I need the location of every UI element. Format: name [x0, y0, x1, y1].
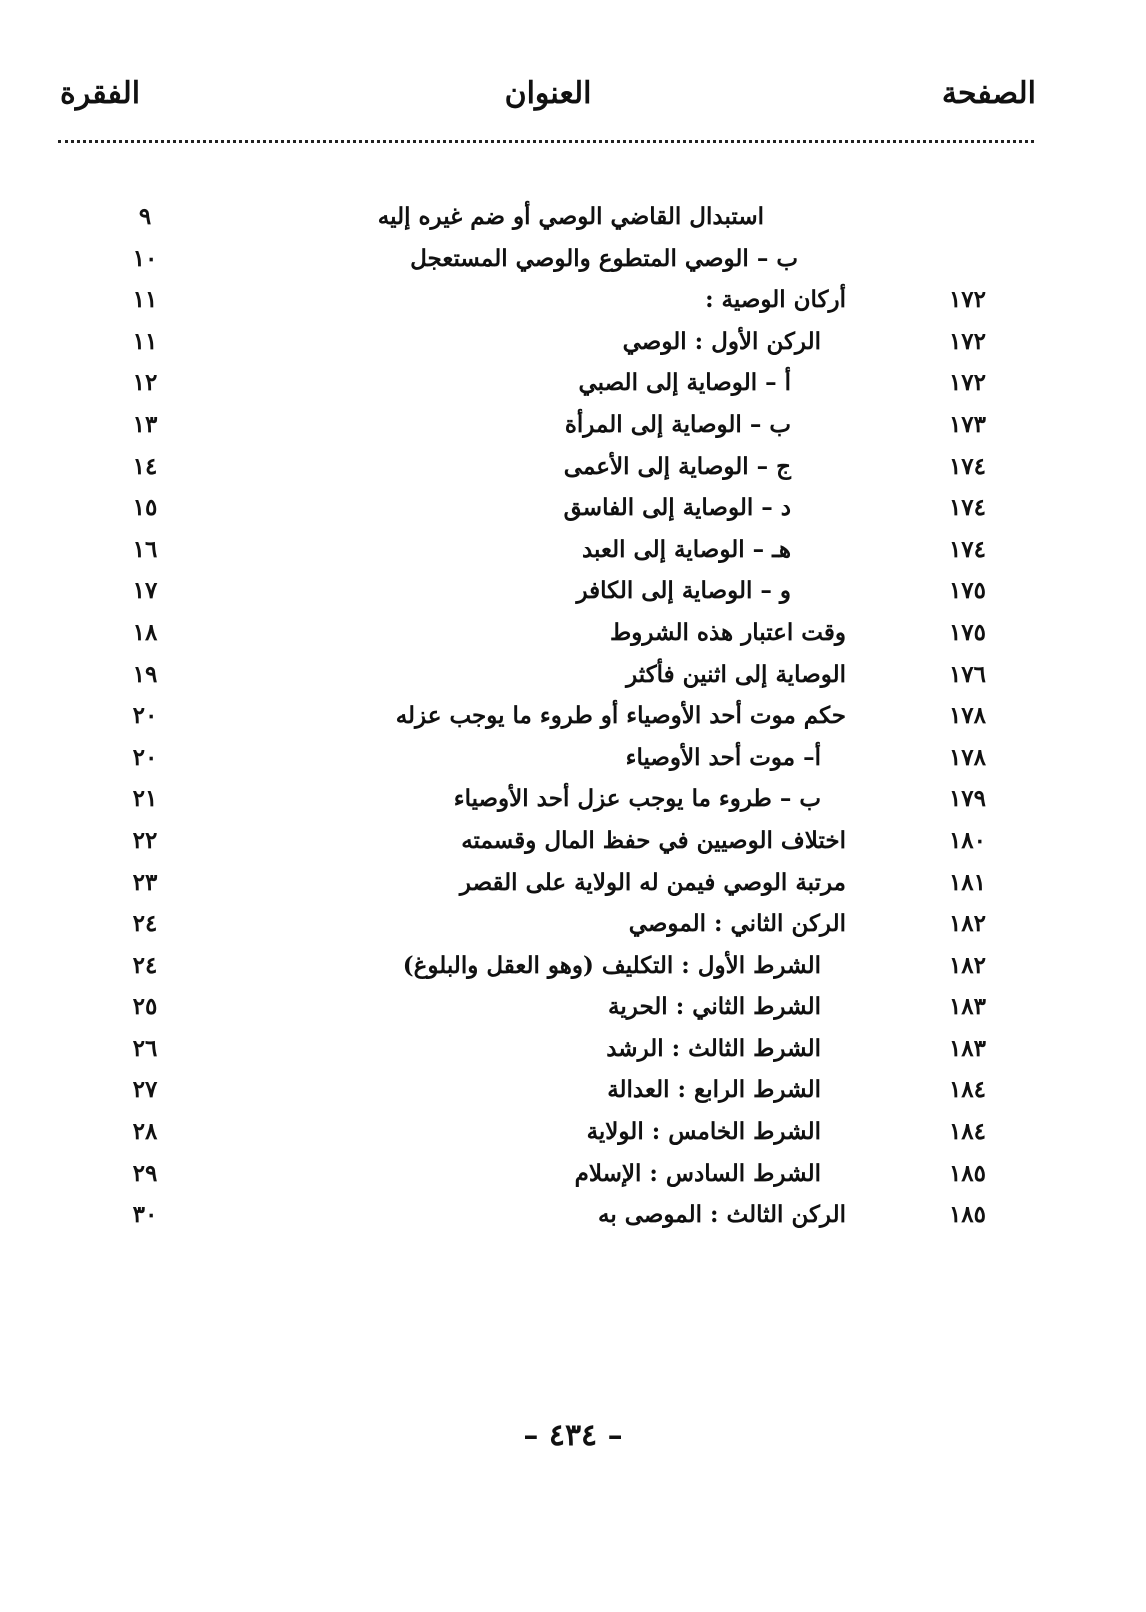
row-title: حكم موت أحد الأوصياء أو طروء ما يوجب عزله — [395, 702, 846, 730]
row-paragraph-number: ٢٠ — [132, 743, 158, 771]
contents-row — [0, 240, 1146, 282]
contents-list — [0, 198, 1146, 1238]
row-paragraph-number: ٢٠ — [132, 702, 158, 730]
contents-row — [0, 364, 1146, 406]
row-paragraph-number: ٢٩ — [132, 1159, 158, 1187]
row-title: الشرط الأول : التكليف (وهو العقل والبلوغ) — [402, 951, 821, 979]
dotted-divider — [58, 140, 1034, 143]
row-paragraph-number: ٣٠ — [132, 1201, 158, 1229]
row-paragraph-number: ٢٤ — [132, 910, 158, 938]
table-header — [60, 76, 1036, 132]
row-title: الشرط الثاني : الحرية — [608, 993, 821, 1021]
contents-row — [0, 697, 1146, 739]
row-title: الركن الثالث : الموصى به — [597, 1201, 846, 1229]
contents-row — [0, 822, 1146, 864]
row-page-number: ١٧٥ — [948, 577, 986, 605]
title-column-heading: العنوان — [504, 76, 592, 111]
row-paragraph-number: ٢٨ — [132, 1118, 158, 1146]
row-paragraph-number: ٢١ — [132, 785, 158, 813]
row-title: الشرط الخامس : الولاية — [586, 1118, 821, 1146]
row-paragraph-number: ١١ — [132, 327, 158, 355]
row-paragraph-number: ١٢ — [132, 369, 158, 397]
contents-row — [0, 1113, 1146, 1155]
row-page-number: ١٨٥ — [948, 1201, 986, 1229]
row-title: اختلاف الوصيين في حفظ المال وقسمته — [461, 826, 846, 854]
row-paragraph-number: ١٧ — [132, 577, 158, 605]
row-page-number: ١٨٥ — [948, 1159, 986, 1187]
contents-row — [0, 739, 1146, 781]
row-paragraph-number: ١٤ — [132, 452, 158, 480]
contents-row — [0, 780, 1146, 822]
contents-row — [0, 531, 1146, 573]
row-page-number: ١٧٥ — [948, 618, 986, 646]
row-paragraph-number: ١٣ — [132, 410, 158, 438]
row-page-number: ١٨٢ — [948, 951, 986, 979]
row-title: ج – الوصاية إلى الأعمى — [563, 452, 791, 480]
row-page-number: ١٧٢ — [948, 286, 986, 314]
row-page-number: ١٧٤ — [948, 535, 986, 563]
contents-row — [0, 905, 1146, 947]
row-page-number: ١٨١ — [948, 868, 986, 896]
footer-page-number: – ٤٣٤ – — [523, 1418, 623, 1453]
row-paragraph-number: ٢٥ — [132, 993, 158, 1021]
contents-row — [0, 614, 1146, 656]
row-title: الشرط السادس : الإسلام — [574, 1159, 821, 1187]
row-page-number: ١٨٣ — [948, 993, 986, 1021]
row-paragraph-number: ١٠ — [132, 244, 158, 272]
row-page-number: ١٧٣ — [948, 410, 986, 438]
row-title: مرتبة الوصي فيمن له الولاية على القصر — [459, 868, 846, 896]
contents-row — [0, 656, 1146, 698]
row-paragraph-number: ٢٧ — [132, 1076, 158, 1104]
row-paragraph-number: ١٩ — [132, 660, 158, 688]
contents-row — [0, 323, 1146, 365]
row-paragraph-number: ٩ — [138, 203, 152, 230]
contents-row — [0, 198, 1146, 240]
row-paragraph-number: ١٨ — [132, 618, 158, 646]
contents-row — [0, 1071, 1146, 1113]
contents-row — [0, 1155, 1146, 1197]
row-title: هـ – الوصاية إلى العبد — [581, 535, 791, 563]
row-title: د – الوصاية إلى الفاسق — [563, 494, 791, 522]
row-title: أركان الوصية : — [705, 286, 846, 314]
row-page-number: ١٧٨ — [948, 743, 986, 771]
page-column-heading: الصفحة — [941, 76, 1036, 111]
row-page-number: ١٨٤ — [948, 1118, 986, 1146]
row-page-number: ١٧٨ — [948, 702, 986, 730]
row-paragraph-number: ١٦ — [132, 535, 158, 563]
contents-row — [0, 448, 1146, 490]
row-title: ب – الوصي المتطوع والوصي المستعجل — [410, 244, 798, 272]
row-paragraph-number: ٢٢ — [132, 826, 158, 854]
row-paragraph-number: ١١ — [132, 286, 158, 314]
row-title: ب – الوصاية إلى المرأة — [564, 410, 791, 438]
contents-row — [0, 1030, 1146, 1072]
row-page-number: ١٧٤ — [948, 494, 986, 522]
row-page-number: ١٧٤ — [948, 452, 986, 480]
row-page-number: ١٧٩ — [948, 785, 986, 813]
row-title: الشرط الثالث : الرشد — [606, 1034, 821, 1062]
paragraph-column-heading: الفقرة — [60, 76, 141, 111]
contents-row — [0, 406, 1146, 448]
row-page-number: ١٧٢ — [948, 327, 986, 355]
row-title: الشرط الرابع : العدالة — [607, 1076, 821, 1104]
contents-row — [0, 864, 1146, 906]
row-paragraph-number: ١٥ — [132, 494, 158, 522]
row-paragraph-number: ٢٣ — [132, 868, 158, 896]
row-title: و – الوصاية إلى الكافر — [576, 577, 791, 605]
contents-row — [0, 1196, 1146, 1238]
row-title: أ– موت أحد الأوصياء — [625, 743, 821, 771]
row-page-number: ١٨٤ — [948, 1076, 986, 1104]
row-page-number: ١٧٦ — [948, 660, 986, 688]
contents-row — [0, 489, 1146, 531]
row-title: استبدال القاضي الوصي أو ضم غيره إليه — [377, 203, 764, 230]
row-title: الركن الثاني : الموصي — [628, 910, 846, 938]
row-title: الركن الأول : الوصي — [622, 327, 821, 355]
row-title: ب – طروء ما يوجب عزل أحد الأوصياء — [453, 785, 821, 813]
row-paragraph-number: ٢٤ — [132, 951, 158, 979]
row-title: وقت اعتبار هذه الشروط — [609, 618, 846, 646]
row-title: الوصاية إلى اثنين فأكثر — [626, 660, 846, 688]
row-title: أ – الوصاية إلى الصبي — [578, 369, 791, 397]
row-page-number: ١٨٠ — [948, 826, 986, 854]
row-paragraph-number: ٢٦ — [132, 1034, 158, 1062]
contents-row — [0, 947, 1146, 989]
contents-row — [0, 281, 1146, 323]
contents-row — [0, 572, 1146, 614]
row-page-number: ١٧٢ — [948, 369, 986, 397]
row-page-number: ١٨٣ — [948, 1034, 986, 1062]
contents-row — [0, 988, 1146, 1030]
row-page-number: ١٨٢ — [948, 910, 986, 938]
